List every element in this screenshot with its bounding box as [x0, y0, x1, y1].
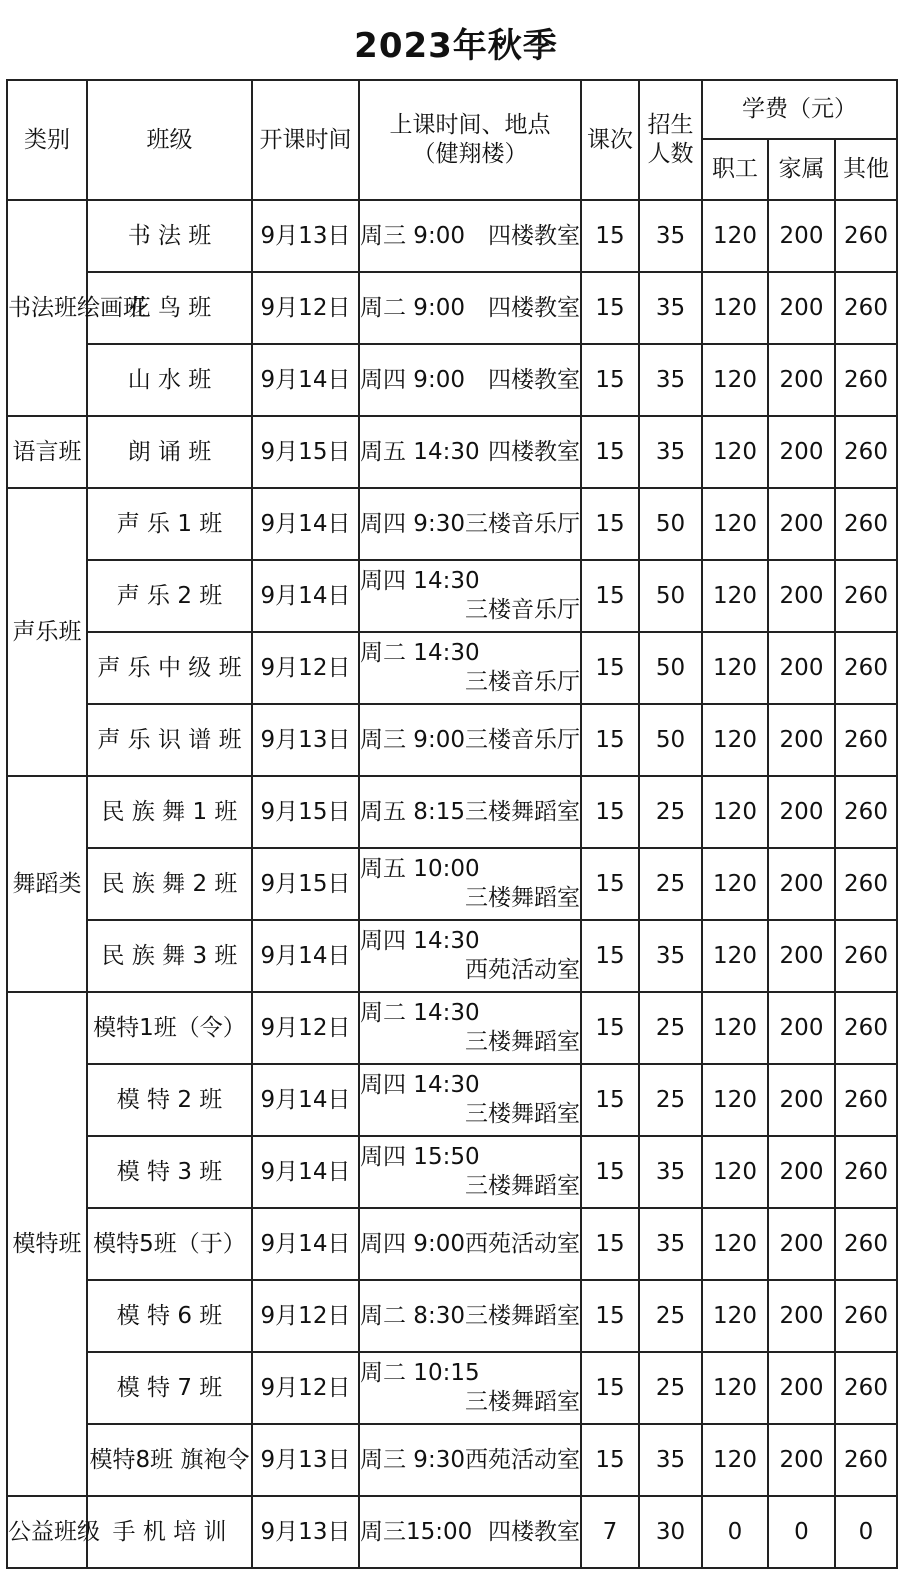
start-date-cell: 9月14日: [252, 1064, 359, 1136]
class-name-cell: 朗 诵 班: [87, 416, 252, 488]
class-time: 周三15:00: [360, 1518, 473, 1545]
fee-staff-cell: 120: [702, 344, 768, 416]
time-place-cell: [359, 848, 581, 920]
table-row: [7, 776, 897, 848]
start-date-cell: 9月12日: [252, 272, 359, 344]
sessions-cell: 15: [581, 920, 639, 992]
time-place-cell: [359, 776, 581, 848]
enrollment-cell: 35: [639, 272, 702, 344]
fee-family-cell: 200: [768, 560, 835, 632]
fee-staff-cell: 120: [702, 1064, 768, 1136]
sessions-cell: 15: [581, 1352, 639, 1424]
class-time: 周四 9:30: [360, 510, 465, 537]
enrollment-cell: 25: [639, 992, 702, 1064]
time-place-cell: [359, 1064, 581, 1136]
category-cell: 模特班: [7, 992, 87, 1496]
fee-family-cell: 200: [768, 272, 835, 344]
class-location: 四楼教室: [488, 222, 580, 249]
class-time: 周二 14:30: [360, 640, 480, 667]
fee-family-cell: 200: [768, 344, 835, 416]
fee-family-cell: 200: [768, 776, 835, 848]
table-row: [7, 920, 897, 992]
fee-family-cell: 200: [768, 488, 835, 560]
category-cell: 声乐班: [7, 488, 87, 776]
class-time: 周五 8:15: [360, 798, 465, 825]
class-time: 周二 8:30: [360, 1302, 465, 1329]
class-location: 三楼音乐厅: [465, 669, 580, 695]
time-place-cell: [359, 560, 581, 632]
class-time: 周四 14:30: [360, 928, 480, 955]
header-fee-family: 家属: [768, 139, 835, 200]
header-sessions: 课次: [581, 80, 639, 200]
class-location: 三楼舞蹈室: [465, 1101, 580, 1127]
sessions-cell: 15: [581, 344, 639, 416]
header-time-place-main: 上课时间、地点: [389, 112, 551, 139]
fee-family-cell: 200: [768, 848, 835, 920]
header-enrollment: [639, 80, 702, 200]
fee-staff-cell: 120: [702, 848, 768, 920]
class-name-cell: 手 机 培 训: [87, 1496, 252, 1568]
start-date-cell: 9月15日: [252, 848, 359, 920]
start-date-cell: 9月14日: [252, 560, 359, 632]
table-row: [7, 704, 897, 776]
start-date-cell: 9月13日: [252, 200, 359, 272]
time-place-cell: [359, 920, 581, 992]
enrollment-cell: 35: [639, 416, 702, 488]
class-name-cell: 花 鸟 班: [87, 272, 252, 344]
page-title: 2023年秋季: [354, 26, 558, 66]
start-date-cell: 9月13日: [252, 1496, 359, 1568]
header-start-date: 开课时间: [252, 80, 359, 200]
sessions-cell: 15: [581, 992, 639, 1064]
class-name-cell: 民 族 舞 2 班: [87, 848, 252, 920]
fee-other-cell: 0: [835, 1496, 897, 1568]
start-date-cell: 9月14日: [252, 1136, 359, 1208]
fee-staff-cell: 120: [702, 272, 768, 344]
fee-family-cell: 200: [768, 1280, 835, 1352]
class-name-cell: 民 族 舞 3 班: [87, 920, 252, 992]
fee-other-cell: 260: [835, 1424, 897, 1496]
sessions-cell: 7: [581, 1496, 639, 1568]
class-location: 四楼教室: [488, 438, 580, 465]
header-class: 班级: [87, 80, 252, 200]
sessions-cell: 15: [581, 416, 639, 488]
enrollment-cell: 25: [639, 1064, 702, 1136]
enrollment-cell: 50: [639, 488, 702, 560]
category-cell: 舞蹈类: [7, 776, 87, 992]
enrollment-cell: 35: [639, 1136, 702, 1208]
fee-staff-cell: 120: [702, 704, 768, 776]
class-time: 周四 14:30: [360, 1072, 480, 1099]
fee-staff-cell: 120: [702, 1352, 768, 1424]
sessions-cell: 15: [581, 848, 639, 920]
fee-staff-cell: 120: [702, 776, 768, 848]
category-cell: 书法班绘画班: [7, 200, 87, 416]
sessions-cell: 15: [581, 1208, 639, 1280]
table-row: [7, 560, 897, 632]
fee-family-cell: 200: [768, 1424, 835, 1496]
sessions-cell: 15: [581, 704, 639, 776]
class-name-cell: 模特8班 旗袍令: [87, 1424, 252, 1496]
fee-family-cell: 200: [768, 1136, 835, 1208]
class-location: 四楼教室: [488, 366, 580, 393]
fee-staff-cell: 120: [702, 1136, 768, 1208]
sessions-cell: 15: [581, 200, 639, 272]
table-row: [7, 1496, 897, 1568]
sessions-cell: 15: [581, 488, 639, 560]
start-date-cell: 9月12日: [252, 992, 359, 1064]
table-row: [7, 200, 897, 272]
sessions-cell: 15: [581, 1064, 639, 1136]
class-location: 西苑活动室: [465, 1230, 580, 1257]
enrollment-cell: 35: [639, 1424, 702, 1496]
header-enrollment-line1: 招生: [647, 112, 694, 139]
class-time: 周四 15:50: [360, 1144, 480, 1171]
enrollment-cell: 25: [639, 776, 702, 848]
enrollment-cell: 25: [639, 1280, 702, 1352]
enrollment-cell: 50: [639, 704, 702, 776]
time-place-cell: [359, 1424, 581, 1496]
fee-staff-cell: 120: [702, 200, 768, 272]
class-location: 三楼舞蹈室: [465, 798, 580, 825]
table-row: [7, 632, 897, 704]
header-fee-other: 其他: [835, 139, 897, 200]
class-location: 西苑活动室: [465, 1446, 580, 1473]
class-location: 三楼音乐厅: [465, 726, 580, 753]
class-name-cell: 模 特 6 班: [87, 1280, 252, 1352]
start-date-cell: 9月14日: [252, 344, 359, 416]
start-date-cell: 9月14日: [252, 488, 359, 560]
header-row: [7, 80, 897, 139]
class-location: 三楼音乐厅: [465, 597, 580, 623]
class-name-cell: 声 乐 1 班: [87, 488, 252, 560]
class-time: 周三 9:30: [360, 1446, 465, 1473]
time-place-cell: [359, 344, 581, 416]
header-category: 类别: [7, 80, 87, 200]
class-name-cell: 书 法 班: [87, 200, 252, 272]
start-date-cell: 9月14日: [252, 920, 359, 992]
fee-family-cell: 200: [768, 1352, 835, 1424]
category-cell: 语言班: [7, 416, 87, 488]
sessions-cell: 15: [581, 632, 639, 704]
table-row: [7, 1064, 897, 1136]
start-date-cell: 9月13日: [252, 704, 359, 776]
fee-staff-cell: 0: [702, 1496, 768, 1568]
time-place-cell: [359, 632, 581, 704]
class-time: 周三 9:00: [360, 222, 465, 249]
fee-other-cell: 260: [835, 1136, 897, 1208]
table-row: [7, 344, 897, 416]
class-time: 周四 9:00: [360, 366, 465, 393]
sessions-cell: 15: [581, 1280, 639, 1352]
fee-staff-cell: 120: [702, 1280, 768, 1352]
fee-other-cell: 260: [835, 1208, 897, 1280]
class-location: 西苑活动室: [465, 957, 580, 983]
class-name-cell: 模特5班（于）: [87, 1208, 252, 1280]
fee-family-cell: 200: [768, 632, 835, 704]
class-name-cell: 声 乐 中 级 班: [87, 632, 252, 704]
start-date-cell: 9月13日: [252, 1424, 359, 1496]
header-time-place-building: （健翔楼）: [412, 141, 528, 167]
fee-family-cell: 200: [768, 1064, 835, 1136]
fee-other-cell: 260: [835, 848, 897, 920]
fee-other-cell: 260: [835, 488, 897, 560]
schedule-table: [6, 79, 898, 1569]
fee-other-cell: 260: [835, 920, 897, 992]
enrollment-cell: 35: [639, 1208, 702, 1280]
class-name-cell: 模 特 3 班: [87, 1136, 252, 1208]
time-place-cell: [359, 1352, 581, 1424]
time-place-cell: [359, 488, 581, 560]
category-cell: 公益班级: [7, 1496, 87, 1568]
class-time: 周四 9:00: [360, 1230, 465, 1257]
table-row: [7, 1136, 897, 1208]
fee-other-cell: 260: [835, 1064, 897, 1136]
table-row: [7, 272, 897, 344]
fee-other-cell: 260: [835, 704, 897, 776]
fee-staff-cell: 120: [702, 1208, 768, 1280]
fee-other-cell: 260: [835, 1280, 897, 1352]
fee-staff-cell: 120: [702, 992, 768, 1064]
sessions-cell: 15: [581, 1424, 639, 1496]
fee-staff-cell: 120: [702, 416, 768, 488]
class-location: 三楼舞蹈室: [465, 1389, 580, 1415]
fee-staff-cell: 120: [702, 560, 768, 632]
table-row: [7, 488, 897, 560]
class-time: 周五 14:30: [360, 438, 480, 465]
start-date-cell: 9月12日: [252, 1352, 359, 1424]
fee-other-cell: 260: [835, 992, 897, 1064]
class-name-cell: 模 特 2 班: [87, 1064, 252, 1136]
class-location: 三楼舞蹈室: [465, 1173, 580, 1199]
time-place-cell: [359, 992, 581, 1064]
table-row: [7, 1208, 897, 1280]
class-location: 三楼舞蹈室: [465, 1302, 580, 1329]
class-time: 周二 14:30: [360, 1000, 480, 1027]
class-time: 周二 9:00: [360, 294, 465, 321]
time-place-cell: [359, 272, 581, 344]
start-date-cell: 9月15日: [252, 416, 359, 488]
fee-other-cell: 260: [835, 560, 897, 632]
table-row: [7, 848, 897, 920]
fee-other-cell: 260: [835, 1352, 897, 1424]
fee-staff-cell: 120: [702, 1424, 768, 1496]
class-name-cell: 民 族 舞 1 班: [87, 776, 252, 848]
class-time: 周五 10:00: [360, 856, 480, 883]
fee-staff-cell: 120: [702, 632, 768, 704]
fee-family-cell: 200: [768, 920, 835, 992]
start-date-cell: 9月12日: [252, 632, 359, 704]
class-name-cell: 模特1班（令）: [87, 992, 252, 1064]
time-place-cell: [359, 1280, 581, 1352]
time-place-cell: [359, 1208, 581, 1280]
fee-staff-cell: 120: [702, 920, 768, 992]
class-name-cell: 声 乐 2 班: [87, 560, 252, 632]
fee-other-cell: 260: [835, 776, 897, 848]
fee-other-cell: 260: [835, 344, 897, 416]
class-name-cell: 声 乐 识 谱 班: [87, 704, 252, 776]
sessions-cell: 15: [581, 272, 639, 344]
fee-family-cell: 200: [768, 200, 835, 272]
fee-other-cell: 260: [835, 200, 897, 272]
fee-staff-cell: 120: [702, 488, 768, 560]
enrollment-cell: 35: [639, 920, 702, 992]
fee-family-cell: 200: [768, 992, 835, 1064]
class-time: 周三 9:00: [360, 726, 465, 753]
header-fee: 学费（元）: [702, 80, 897, 139]
class-name-cell: 山 水 班: [87, 344, 252, 416]
header-time-place: [359, 80, 581, 200]
class-location: 三楼舞蹈室: [465, 885, 580, 911]
sessions-cell: 15: [581, 776, 639, 848]
class-name-cell: 模 特 7 班: [87, 1352, 252, 1424]
time-place-cell: [359, 1496, 581, 1568]
fee-family-cell: 200: [768, 704, 835, 776]
start-date-cell: 9月14日: [252, 1208, 359, 1280]
time-place-cell: [359, 1136, 581, 1208]
table-row: [7, 416, 897, 488]
enrollment-cell: 50: [639, 632, 702, 704]
table-row: [7, 992, 897, 1064]
enrollment-cell: 25: [639, 848, 702, 920]
fee-other-cell: 260: [835, 272, 897, 344]
fee-family-cell: 200: [768, 416, 835, 488]
header-enrollment-line2: 人数: [647, 141, 694, 167]
class-time: 周四 14:30: [360, 568, 480, 595]
class-location: 四楼教室: [488, 294, 580, 321]
start-date-cell: 9月15日: [252, 776, 359, 848]
enrollment-cell: 25: [639, 1352, 702, 1424]
sessions-cell: 15: [581, 1136, 639, 1208]
time-place-cell: [359, 416, 581, 488]
fee-other-cell: 260: [835, 632, 897, 704]
sessions-cell: 15: [581, 560, 639, 632]
time-place-cell: [359, 200, 581, 272]
class-time: 周二 10:15: [360, 1360, 480, 1387]
enrollment-cell: 35: [639, 344, 702, 416]
start-date-cell: 9月12日: [252, 1280, 359, 1352]
time-place-cell: [359, 704, 581, 776]
class-location: 三楼音乐厅: [465, 510, 580, 537]
fee-other-cell: 260: [835, 416, 897, 488]
fee-family-cell: 0: [768, 1496, 835, 1568]
enrollment-cell: 50: [639, 560, 702, 632]
table-row: [7, 1424, 897, 1496]
class-location: 三楼舞蹈室: [465, 1029, 580, 1055]
table-row: [7, 1352, 897, 1424]
enrollment-cell: 30: [639, 1496, 702, 1568]
header-fee-staff: 职工: [702, 139, 768, 200]
class-location: 四楼教室: [488, 1518, 580, 1545]
table-row: [7, 1280, 897, 1352]
enrollment-cell: 35: [639, 200, 702, 272]
fee-family-cell: 200: [768, 1208, 835, 1280]
